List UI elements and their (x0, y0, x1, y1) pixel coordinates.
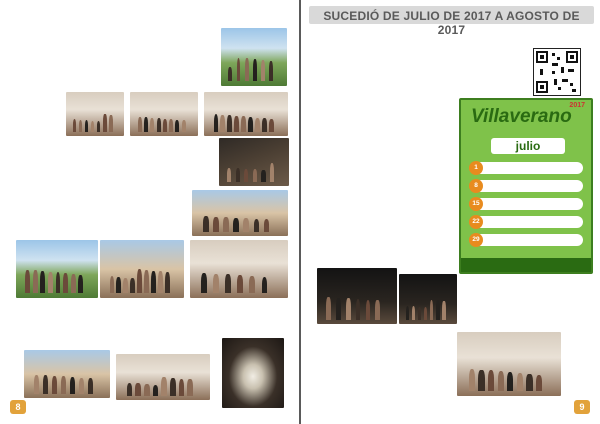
person-silhouette (151, 271, 156, 294)
person-silhouette (201, 273, 207, 293)
person-silhouette (169, 119, 173, 132)
person-silhouette (264, 219, 270, 232)
person-silhouette (430, 300, 433, 320)
photo-people-silhouettes (124, 377, 203, 396)
person-silhouette (182, 120, 186, 132)
section-title-bar (309, 6, 594, 37)
person-silhouette (248, 117, 253, 133)
person-silhouette (135, 383, 141, 396)
photo-people-silhouettes (225, 162, 284, 182)
section-title: SUCEDIÓ DE JULIO DE 2017 A AGOSTO DE 2017 (323, 9, 580, 37)
person-silhouette (356, 299, 361, 319)
paragraph-may-14 (8, 7, 216, 89)
photo-park-picnic (16, 240, 98, 298)
person-silhouette (213, 274, 219, 294)
person-silhouette (161, 377, 167, 396)
person-silhouette (170, 378, 176, 396)
person-silhouette (61, 376, 66, 394)
person-silhouette (48, 272, 53, 294)
person-silhouette (243, 218, 249, 232)
person-silhouette (442, 301, 445, 320)
person-silhouette (412, 306, 415, 320)
person-silhouette (241, 116, 246, 132)
photo-people-silhouettes (200, 213, 281, 232)
person-silhouette (157, 118, 161, 132)
paragraph-july-11 (317, 182, 455, 264)
right-page (301, 0, 600, 424)
person-silhouette (507, 372, 513, 391)
person-silhouette (123, 278, 128, 294)
poster-day: 22 (469, 215, 483, 229)
person-silhouette (220, 115, 225, 133)
photo-classroom (190, 240, 288, 298)
person-silhouette (137, 269, 142, 293)
paragraph-may-21 (8, 300, 288, 338)
paragraph-intro (317, 48, 529, 94)
page-number-right: 9 (574, 400, 590, 414)
paragraph-may-15-cont (8, 178, 190, 238)
person-silhouette (150, 118, 154, 133)
photo-people-silhouettes (71, 114, 120, 132)
person-silhouette (255, 118, 260, 133)
person-silhouette (40, 271, 45, 293)
person-silhouette (97, 121, 100, 132)
person-silhouette (223, 217, 229, 232)
poster-day: 1 (469, 161, 483, 175)
person-silhouette (85, 120, 88, 132)
poster-day: 8 (469, 179, 483, 193)
person-silhouette (269, 61, 273, 82)
person-silhouette (130, 278, 135, 293)
poster-day: 29 (469, 233, 483, 247)
poster-row (471, 234, 583, 246)
person-silhouette (158, 271, 163, 293)
person-silhouette (213, 217, 219, 233)
person-silhouette (375, 300, 380, 319)
paragraph-may-14-cont (8, 90, 64, 132)
person-silhouette (63, 273, 68, 293)
poster-footer-band (461, 258, 591, 272)
person-silhouette (517, 373, 523, 391)
person-silhouette (498, 371, 504, 391)
person-silhouette (165, 272, 170, 293)
person-silhouette (34, 375, 39, 395)
photo-garden-group (221, 28, 287, 86)
person-silhouette (262, 277, 268, 294)
person-silhouette (163, 119, 167, 133)
photo-hands-closeup (219, 138, 289, 186)
photo-people-silhouettes (31, 374, 103, 394)
person-silhouette (270, 163, 274, 183)
person-silhouette (406, 306, 409, 320)
photo-meeting-table (130, 92, 198, 136)
paragraph-july-22 (317, 330, 455, 404)
page-number-left: 8 (10, 400, 26, 414)
person-silhouette (88, 378, 93, 394)
person-silhouette (179, 379, 185, 397)
poster-month: julio (515, 139, 541, 153)
person-silhouette (144, 384, 150, 396)
person-silhouette (70, 377, 75, 394)
person-silhouette (110, 276, 115, 293)
person-silhouette (269, 119, 274, 133)
photo-virgin-statue (222, 338, 284, 408)
poster-row (471, 162, 583, 174)
person-silhouette (261, 60, 265, 81)
person-silhouette (236, 168, 240, 182)
person-silhouette (233, 218, 239, 233)
person-silhouette (175, 120, 179, 133)
person-silhouette (227, 115, 232, 132)
photo-hall-audience (66, 92, 124, 136)
photo-people-silhouettes (23, 269, 92, 293)
person-silhouette (346, 298, 351, 319)
photo-people-silhouettes (404, 299, 453, 320)
photo-workshop-group (457, 332, 561, 396)
person-silhouette (336, 298, 341, 320)
person-silhouette (237, 58, 241, 82)
person-silhouette (225, 274, 231, 293)
person-silhouette (469, 369, 475, 391)
person-silhouette (78, 275, 83, 294)
person-silhouette (253, 169, 257, 182)
person-silhouette (33, 270, 38, 293)
person-silhouette (203, 216, 209, 232)
person-silhouette (214, 114, 219, 132)
poster-year: 2017 (569, 102, 585, 109)
photo-night-group-2 (399, 274, 457, 324)
poster-day: 15 (469, 197, 483, 211)
person-silhouette (103, 114, 106, 132)
person-silhouette (326, 297, 331, 320)
left-page (0, 0, 299, 424)
person-silhouette (244, 169, 248, 182)
qr-code (533, 48, 581, 96)
person-silhouette (71, 274, 76, 293)
person-silhouette (227, 168, 231, 183)
photo-street-parade (100, 240, 184, 298)
poster-row (471, 198, 583, 210)
person-silhouette (234, 116, 239, 133)
person-silhouette (536, 375, 542, 391)
person-silhouette (261, 170, 265, 182)
person-silhouette (262, 118, 267, 132)
person-silhouette (73, 119, 76, 132)
photo-square-gathering (24, 350, 110, 398)
person-silhouette (228, 67, 232, 82)
photo-people-silhouettes (135, 114, 192, 132)
person-silhouette (478, 370, 484, 391)
person-silhouette (144, 117, 148, 132)
person-silhouette (138, 117, 142, 133)
person-silhouette (249, 276, 255, 294)
person-silhouette (116, 277, 121, 294)
paragraph-may-15 (8, 137, 206, 177)
person-silhouette (436, 300, 439, 320)
photo-people-silhouettes (107, 269, 178, 293)
photo-women-group (204, 92, 288, 136)
person-silhouette (424, 307, 427, 320)
person-silhouette (526, 374, 532, 391)
person-silhouette (253, 59, 257, 81)
person-silhouette (56, 272, 61, 293)
person-silhouette (366, 300, 371, 320)
person-silhouette (52, 376, 57, 394)
poster-row (471, 216, 583, 228)
qr-code-pattern (534, 49, 580, 95)
person-silhouette (237, 275, 243, 293)
photo-people-silhouettes (198, 269, 280, 293)
person-silhouette (254, 219, 260, 233)
paragraph-july-first (317, 98, 455, 182)
person-silhouette (187, 379, 193, 396)
person-silhouette (109, 115, 112, 133)
photo-people-silhouettes (226, 57, 281, 81)
person-silhouette (79, 120, 82, 133)
person-silhouette (153, 385, 159, 397)
poster-month-box (491, 138, 565, 154)
photo-church-interior (116, 354, 210, 400)
photo-people-silhouettes (323, 296, 390, 320)
photo-people-silhouettes (465, 364, 552, 391)
villaverano-poster (459, 98, 593, 274)
person-silhouette (245, 58, 249, 81)
person-silhouette (25, 270, 30, 294)
person-silhouette (43, 375, 48, 394)
photo-plaza-crowd (192, 190, 288, 236)
person-silhouette (91, 121, 94, 133)
poster-logo: Villaverano (471, 106, 572, 127)
paragraph-night-walk (461, 280, 591, 324)
person-silhouette (79, 378, 84, 395)
person-silhouette (418, 307, 421, 320)
person-silhouette (127, 383, 133, 397)
person-silhouette (488, 370, 494, 390)
photo-night-group-1 (317, 268, 397, 324)
poster-row (471, 180, 583, 192)
photo-people-silhouettes (211, 114, 282, 132)
person-silhouette (144, 270, 149, 293)
